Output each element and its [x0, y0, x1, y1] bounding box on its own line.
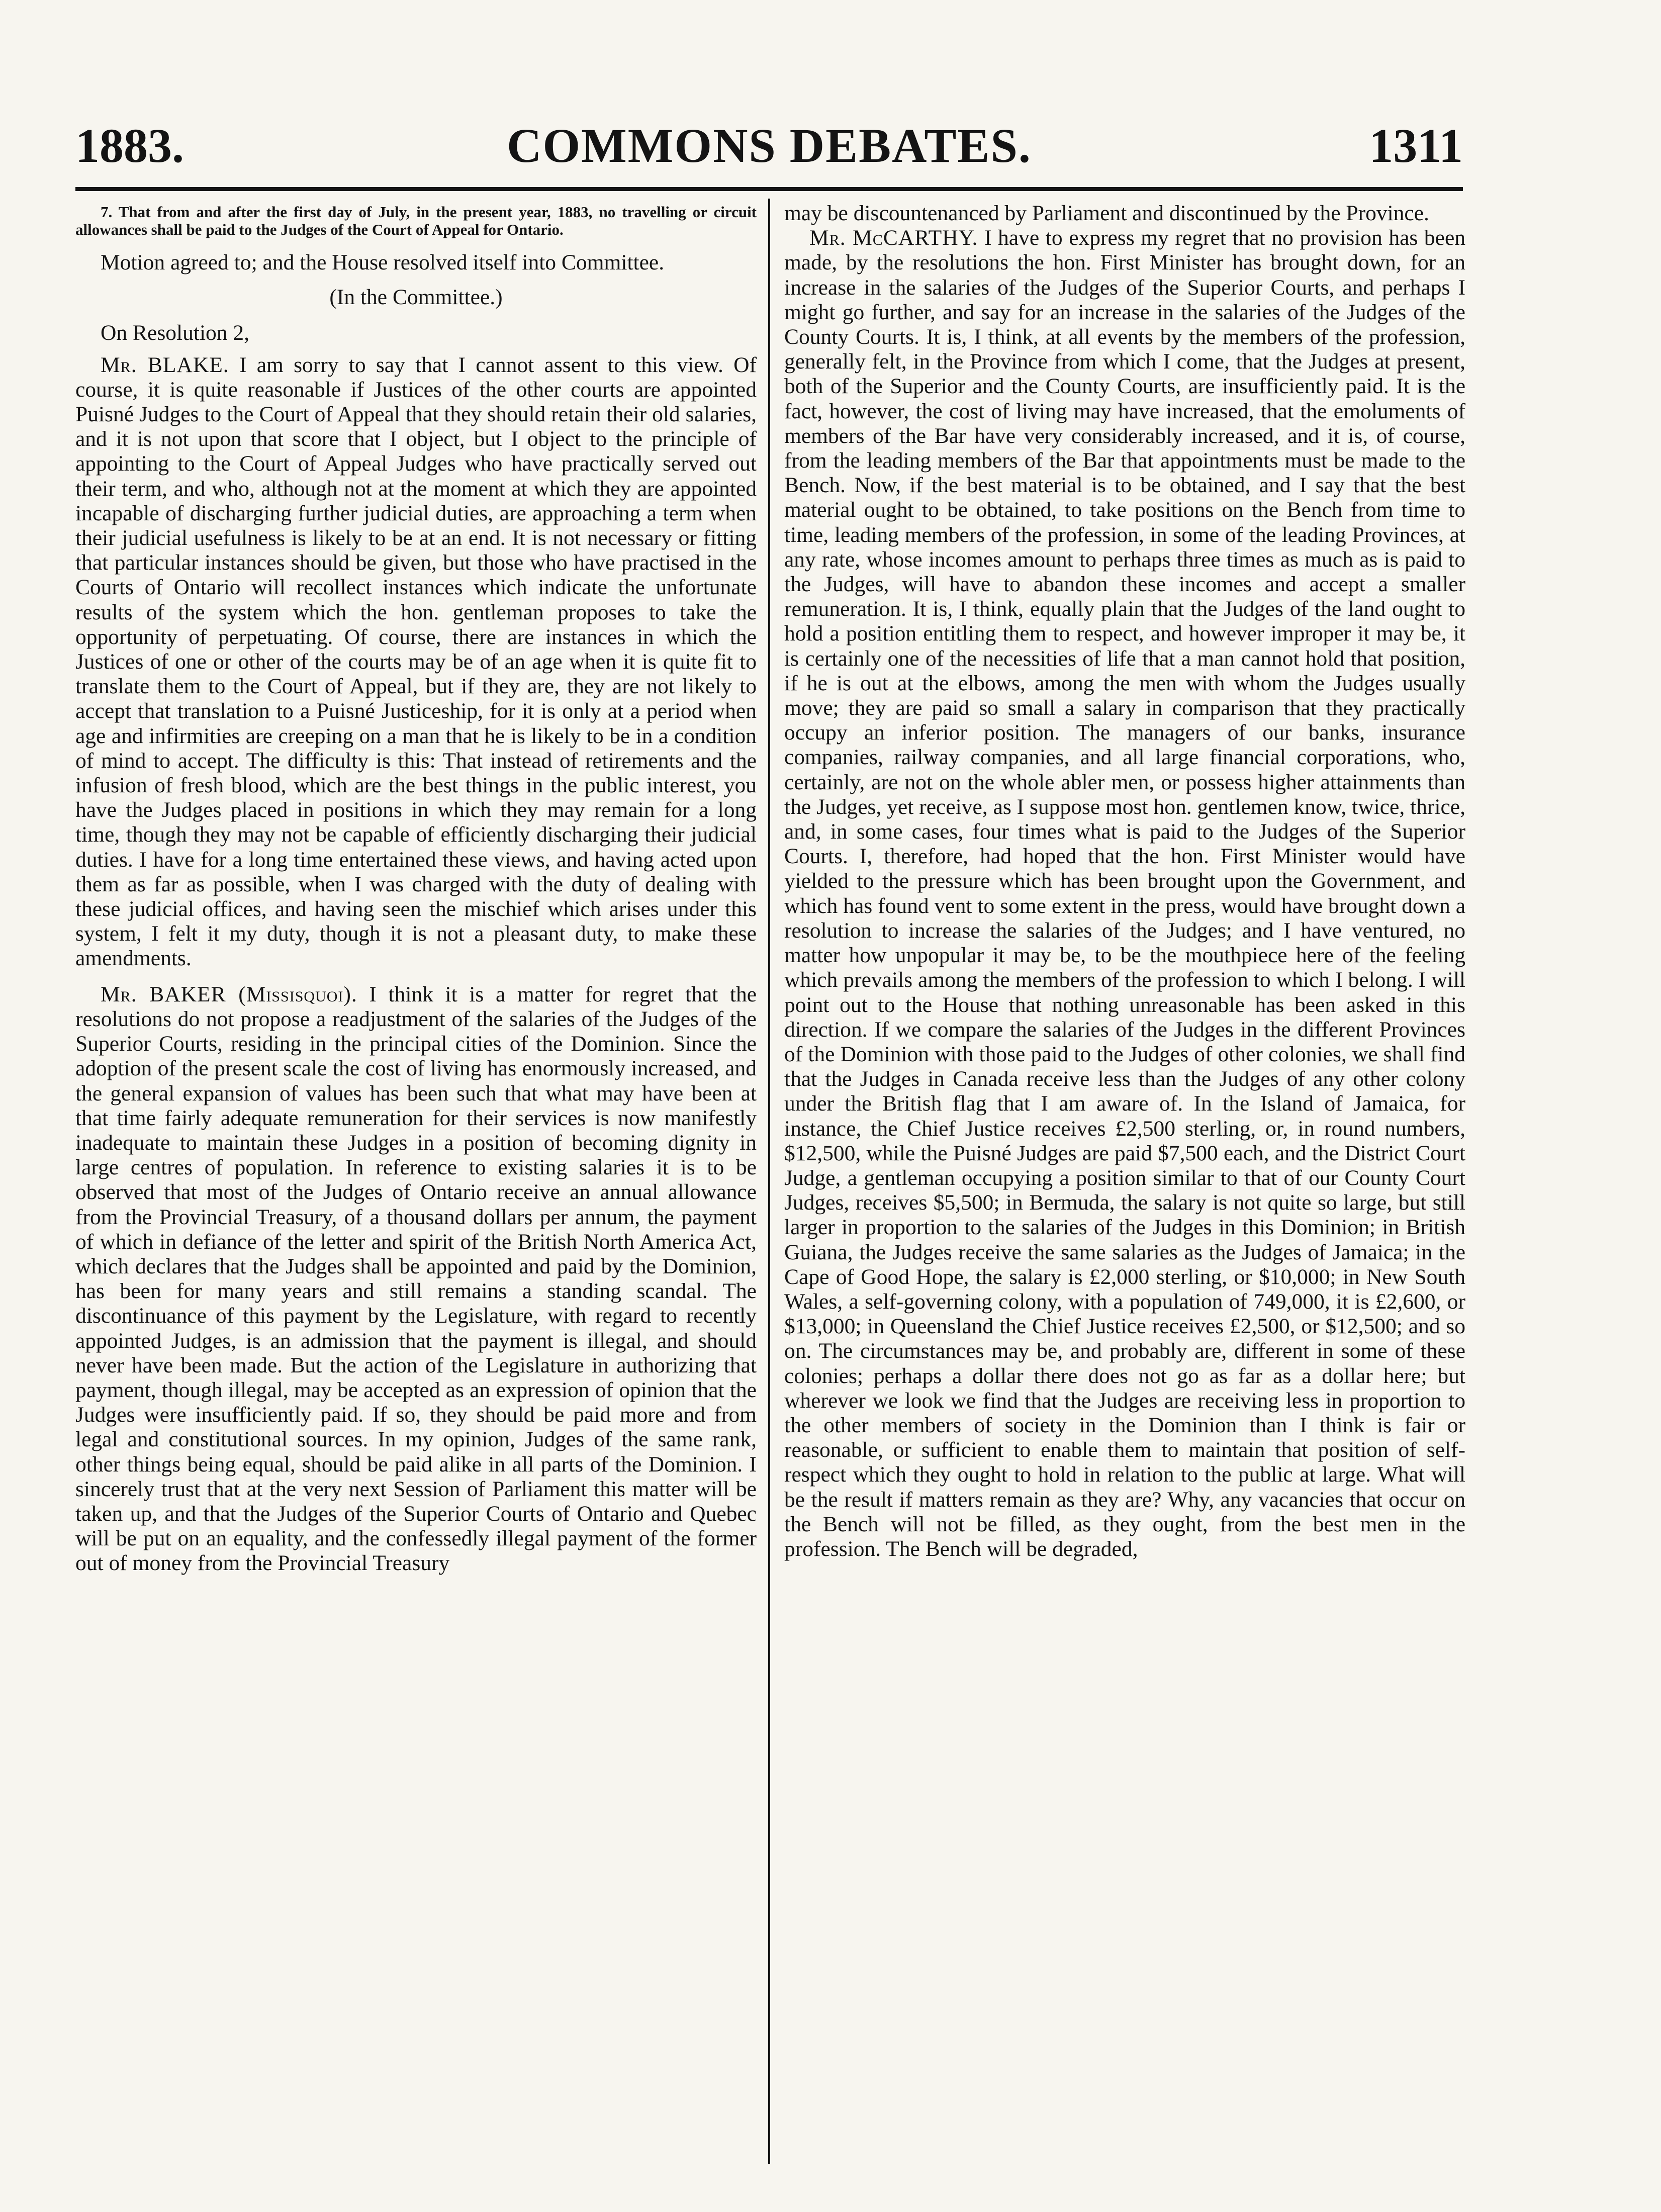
continuation-text: may be discountenanced by Parliament and discontinued by the Province. — [784, 201, 1429, 225]
left-column — [75, 201, 757, 1576]
column-divider — [768, 199, 770, 2164]
resolution-7: 7. That from and after the first day of July, in the present year, 1883, no travelling or circuit allowances shall be paid to the Judges of the Court of Appeal for Ontario. — [75, 203, 757, 238]
speaker-name: Mr. BAKER (Missisquoi). — [101, 982, 357, 1006]
header-rule — [75, 187, 1463, 191]
baker-speech — [75, 982, 757, 1576]
blake-speech — [75, 353, 757, 971]
header-title: COMMONS DEBATES. — [507, 119, 1032, 172]
on-resolution: On Resolution 2, — [101, 321, 250, 345]
speech-text: I have to express my regret that no provision has been made, by the resolutions the hon. First Minister has brought down, for an increase in the salaries of the Judges of the Superior Courts, and perhaps I might go further, and say for an increase in the salaries of the Judges of the County Courts. It is, I think, at all events by the members of the profession, generally felt, in the Province from which I come, that the Judges at present, both of the Superior and the County Courts, are insufficiently paid. It is the fact, however, the cost of living may have increased, that the emoluments of members of the Bar have very considerably increased, and it is, of course, from the leading members of the Bar that appointments must be made to the Bench. Now, if the best material is to be obtained, and I say that the best material ought to be obtained, to take positions on the Bench from time to time, leading members of the profession, in some of the leading Provinces, at any rate, whose incomes amount to perhaps three times as much as is paid to the Judges, will have to abandon these incomes and accept a smaller remuneration. It is, I think, equally plain that the Judges of the land ought to hold a position entitling them to respect, and however improper it may be, it is certainly one of the necessities of life that a man cannot hold that position, if he is out at the elbows, among the men with whom the Judges usually move; they are paid so small a salary in comparison that they practically occupy an inferior position. The managers of our banks, insurance companies, railway companies, and all large financial corporations, who, certainly, are not on the whole abler men, or possess higher attainments than the Judges, yet receive, as I suppose most hon. gentlemen know, twice, thrice, and, in some cases, four times what is paid to the Judges of the Superior Courts. I, therefore, had hoped that the hon. First Minister would have yielded to the pressure which has been brought upon the Government, and which has found vent to some extent in the press, would have brought down a resolution to increase the salaries of the Judges; and I have ventured, no matter how unpopular it may be, to be the mouthpiece here of the feeling which prevails among the members of the profession to which I belong. I will point out to the House that nothing unreasonable has been asked in this direction. If we compare the salaries of the Judges in the different Provinces of the Dominion with those paid to the Judges of other colonies, we shall find that the Judges in Canada receive less than the Judges of any other colony under the British flag that I am aware of. In the Island of Jamaica, for instance, the Chief Justice receives £2,500 sterling, or, in round numbers, $12,500, while the Puisné Judges are paid $7,500 each, and the District Court Judge, a gentleman occupying a position similar to that of our County Court Judges, receives $5,500; in Bermuda, the salary is not quite so large, but still larger in proportion to the salaries of the Judges in this Dominion; in British Guiana, the Judges receive the same salaries as the Judges of Jamaica; in the Cape of Good Hope, the salary is £2,000 sterling, or $10,000; in New South Wales, a self-governing colony, with a population of 749,000, it is £2,600, or $13,000; in Queensland the Chief Justice receives £2,500, or $12,500; and so on. The circumstances may be, and probably are, different in some of these colonies; perhaps a dollar there does not go as far as a dollar here; but wherever we look we find that the Judges are receiving less in proportion to the other members of society in the Dominion than I think is fair or reasonable, or sufficient to enable them to maintain that position of self-respect which they ought to hold in relation to the public at large. What will be the result if matters remain as they are? Why, any vacancies that occur on the Bench will not be filled, as they ought, from the best men in the profession. The Bench will be degraded, — [784, 226, 1466, 1561]
header-year: 1883. — [75, 119, 184, 172]
right-column — [784, 201, 1465, 1561]
committee-heading: (In the Committee.) — [329, 285, 503, 310]
speaker-name: Mr. BLAKE. — [101, 352, 229, 377]
speech-text: I am sorry to say that I cannot assent to this view. Of course, it is quite reasonable if Justices of the other courts are appointed Puisné Judges to the Court of Appeal that they should retain their old salaries, and it is not upon that score that I object, but I object to the principle of appointing to the Court of Appeal Judges who have practically served out their term, and who, although not at the moment at which they are appointed incapable of discharging further judicial duties, are approaching a term when their judicial usefulness is likely to be at an end. It is not necessary or fitting that particular instances should be given, but those who have practised in the Courts of Ontario will recollect instances which indicate the unfortunate results of the system which the hon. gentleman proposes to take the opportunity of perpetuating. Of course, there are instances in which the Justices of one or other of the courts may be of an age when it is quite fit to translate them to the Court of Appeal, but if they are, they are not likely to accept that translation to a Puisné Justiceship, for it is only at a period when age and infirmities are creeping on a man that he is likely to be in a condition of mind to accept. The difficulty is this: That instead of retirements and the infusion of fresh blood, which are the best things in the public interest, you have the Judges placed in positions in which they may remain for a long time, though they may not be capable of efficiently discharging their judicial duties. I have for a long time entertained these views, and having acted upon them as far as possible, when I was charged with the duty of dealing with these judicial offices, and having seen the mischief which arises under this system, I felt it my duty, though it is not a pleasant duty, to make these amendments. — [75, 352, 757, 971]
speaker-name: Mr. McCARTHY. — [809, 226, 978, 250]
speech-text: I think it is a matter for regret that the resolutions do not propose a readjustment of the salaries of the Judges of the Superior Courts, residing in the principal cities of the Dominion. Since the adoption of the present scale the cost of living has enormously increased, and the general expansion of values has been such that what may have been at that time fairly adequate remuneration for their services is now manifestly inadequate to maintain these Judges in a position of becoming dignity in large centres of population. In reference to existing salaries it is to be observed that most of the Judges of Ontario receive an annual allowance from the Provincial Treasury, of a thousand dollars per annum, the payment of which in defiance of the letter and spirit of the British North America Act, which declares that the Judges shall be appointed and paid by the Dominion, has been for many years and still remains a standing scandal. The discontinuance of this payment by the Legislature, with regard to recently appointed Judges, is an admission that the payment is illegal, and should never have been made. But the action of the Legislature in authorizing that payment, though illegal, may be accepted as an expression of opinion that the Judges were insufficiently paid. If so, they should be paid more and from legal and constitutional sources. In my opinion, Judges of the same rank, other things being equal, should be paid alike in all parts of the Dominion. I sincerely trust that at the very next Session of Parliament this matter will be taken up, and that the Judges of the Superior Courts of Ontario and Quebec will be put on an equality, and the confessedly illegal payment of the former out of money from the Provincial Treasury — [75, 982, 757, 1576]
mccarthy-speech — [784, 226, 1465, 1561]
motion-paragraph: Motion agreed to; and the House resolved itself into Committee. — [101, 250, 665, 274]
page-header — [75, 116, 1463, 176]
header-page-number: 1311 — [1369, 119, 1463, 172]
